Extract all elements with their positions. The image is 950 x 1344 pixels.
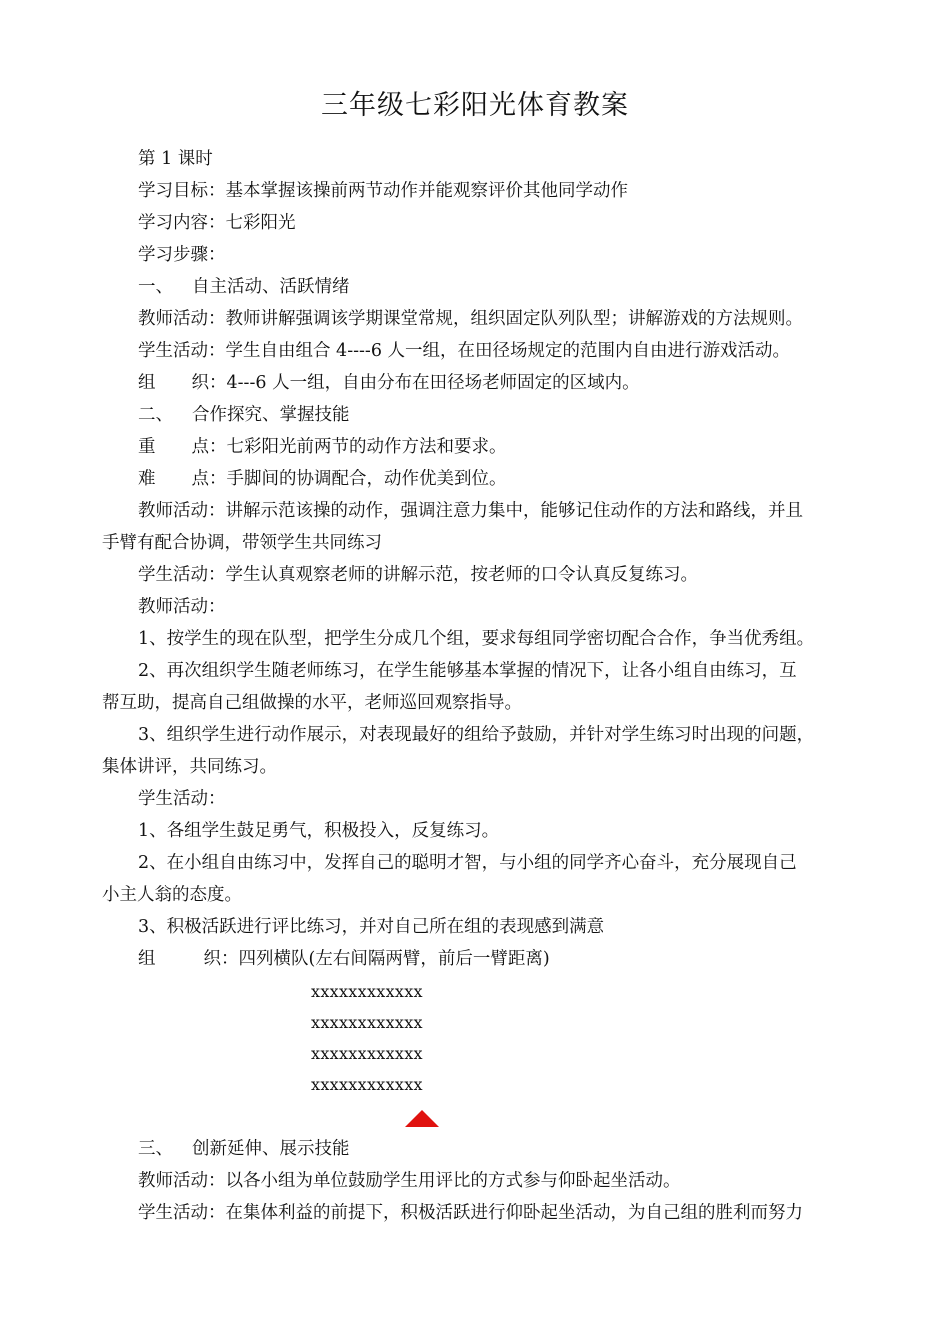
section-2-student-activity: 学生活动：学生认真观察老师的讲解示范，按老师的口令认真反复练习。	[138, 565, 698, 585]
section-2-title: 合作探究、掌握技能	[192, 405, 350, 425]
section-1-organization	[138, 372, 640, 394]
key-point	[138, 436, 507, 458]
section-3-number: 三、	[138, 1139, 173, 1159]
formation-row-1: xxxxxxxxxxxx	[311, 982, 423, 1001]
org-label-rest: 织：4---6 人一组，自由分布在田径场老师固定的区域内。	[191, 373, 640, 393]
learning-content: 学习内容：七彩阳光	[138, 213, 296, 233]
org-label-char-1: 组	[138, 373, 156, 393]
formation-row-3: xxxxxxxxxxxx	[311, 1044, 423, 1063]
section-3-teacher-activity: 教师活动：以各小组为单位鼓励学生用评比的方式参与仰卧起坐活动。	[138, 1171, 681, 1191]
student-item-1: 1、各组学生鼓足勇气，积极投入，反复练习。	[138, 821, 500, 841]
student-item-2-line-1: 2、在小组自由练习中，发挥自己的聪明才智，与小组的同学齐心奋斗，充分展现自己	[138, 853, 797, 873]
section-1-number: 一、	[138, 277, 173, 297]
triangle-shape	[405, 1110, 439, 1127]
teacher-item-2-line-1: 2、再次组织学生随老师练习，在学生能够基本掌握的情况下，让各小组自由练习，互	[138, 661, 797, 681]
section-1-student-activity: 学生活动：学生自由组合 4----6 人一组，在田径场规定的范围内自由进行游戏活动。	[138, 341, 791, 361]
student-activity-label: 学生活动：	[138, 789, 226, 809]
formation-row-2: xxxxxxxxxxxx	[311, 1013, 423, 1032]
difficult-point	[138, 468, 507, 490]
difficult-point-char-1: 难	[138, 469, 156, 489]
section-2-number: 二、	[138, 405, 173, 425]
teacher-item-3-line-1: 3、组织学生进行动作展示，对表现最好的组给予鼓励，并针对学生练习时出现的问题，	[138, 725, 815, 745]
org-label-rest: 织：四列横队(左右间隔两臂，前后一臂距离)	[203, 949, 550, 969]
section-2-teacher-activity-line-1: 教师活动：讲解示范该操的动作，强调注意力集中，能够记住动作的方法和路线，并且	[138, 501, 803, 521]
teacher-activity-label: 教师活动：	[138, 597, 226, 617]
teacher-item-1: 1、按学生的现在队型，把学生分成几个组，要求每组同学密切配合合作，争当优秀组。	[138, 629, 815, 649]
formation-row-4: xxxxxxxxxxxx	[311, 1075, 423, 1094]
section-2-organization	[138, 948, 550, 970]
student-item-2-line-2: 小主人翁的态度。	[102, 885, 242, 905]
teacher-item-3-line-2: 集体讲评，共同练习。	[102, 757, 277, 777]
section-1-teacher-activity: 教师活动：教师讲解强调该学期课堂常规，组织固定队列队型；讲解游戏的方法规则。	[138, 309, 803, 329]
section-3-heading	[138, 1138, 350, 1160]
page-title: 三年级七彩阳光体育教案	[321, 90, 629, 121]
lesson-number: 第 1 课时	[138, 149, 213, 169]
section-3-student-activity: 学生活动：在集体利益的前提下，积极活跃进行仰卧起坐活动，为自己组的胜利而努力	[138, 1203, 803, 1223]
key-point-char-1: 重	[138, 437, 156, 457]
teacher-position-triangle-icon	[405, 1110, 439, 1127]
teacher-item-2-line-2: 帮互助，提高自己组做操的水平，老师巡回观察指导。	[102, 693, 522, 713]
learning-steps-label: 学习步骤：	[138, 245, 226, 265]
key-point-text: 点：七彩阳光前两节的动作方法和要求。	[191, 437, 507, 457]
section-1-heading	[138, 276, 350, 298]
section-3-title: 创新延伸、展示技能	[192, 1139, 350, 1159]
org-label-char-1: 组	[138, 949, 156, 969]
section-2-teacher-activity-line-2: 手臂有配合协调，带领学生共同练习	[102, 533, 382, 553]
section-2-heading	[138, 404, 350, 426]
difficult-point-text: 点：手脚间的协调配合，动作优美到位。	[191, 469, 507, 489]
student-item-3: 3、积极活跃进行评比练习，并对自己所在组的表现感到满意	[138, 917, 605, 937]
section-1-title: 自主活动、活跃情绪	[192, 277, 350, 297]
learning-objective: 学习目标：基本掌握该操前两节动作并能观察评价其他同学动作	[138, 181, 628, 201]
